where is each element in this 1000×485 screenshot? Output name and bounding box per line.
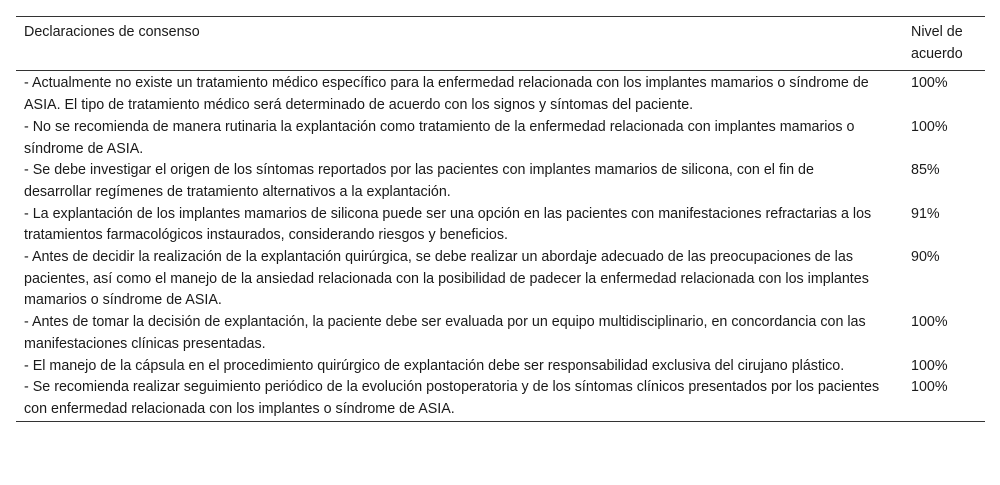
statement-cell: - La explantación de los implantes mamarios de silicona puede ser una opción en las pacientes con manifestaciones refractarias a los tratamientos farmacológicos instaurados, considerando riesgos y beneficios. [24,205,872,244]
table-row [16,204,985,247]
level-cell: 100% [911,118,948,135]
level-cell: 85% [911,162,940,179]
table-row [16,312,985,355]
level-cell: 100% [911,357,948,374]
level-cell: 91% [911,205,940,222]
header-level: Nivel de acuerdo [911,24,963,62]
statement-cell: - Se debe investigar el origen de los síntomas reportados por las pacientes con implantes mamarios de silicona, con el fin de desarrollar regímenes de tratamiento alternativos a la explantación. [24,162,814,200]
level-cell: 100% [911,379,948,396]
level-cell: 100% [911,314,948,331]
statement-cell: - El manejo de la cápsula en el procedimiento quirúrgico de explantación debe ser responsabilidad exclusiva del cirujano plástico. [24,357,845,374]
statement-cell: - Antes de tomar la decisión de explantación, la paciente debe ser evaluada por un equipo multidisciplinario, en concordancia con las manifestaciones clínicas presentadas. [24,314,866,352]
table-header-row [16,17,985,71]
table-row [16,71,985,117]
consensus-table [16,16,985,422]
table-row [16,117,985,160]
statement-cell: - Antes de decidir la realización de la explantación quirúrgica, se debe realizar un abordaje adecuado de las preocupaciones de las pacientes, así como el manejo de la ansiedad relacionada con la posibilidad de padecer la enfermedad relacionada con los implantes mamarios o síndrome de ASIA. [24,249,869,309]
table-row [16,377,985,421]
consensus-table-container [16,16,985,422]
statement-cell: - Actualmente no existe un tratamiento médico específico para la enfermedad relacionada con los implantes mamarios o síndrome de ASIA. El tipo de tratamiento médico será determinado de acuerdo con los signos y síntomas del paciente. [24,75,869,114]
header-statement: Declaraciones de consenso [24,24,200,40]
level-cell: 90% [911,249,940,266]
table-row [16,356,985,378]
statement-cell: - No se recomienda de manera rutinaria la explantación como tratamiento de la enfermedad relacionada con implantes mamarios o síndrome de ASIA. [24,118,855,157]
level-cell: 100% [911,75,948,92]
table-row [16,247,985,312]
table-row [16,160,985,203]
statement-cell: - Se recomienda realizar seguimiento periódico de la evolución postoperatoria y de los síntomas clínicos presentados por los pacientes con enfermedad relacionada con los implantes o síndrome de ASIA. [24,379,880,417]
